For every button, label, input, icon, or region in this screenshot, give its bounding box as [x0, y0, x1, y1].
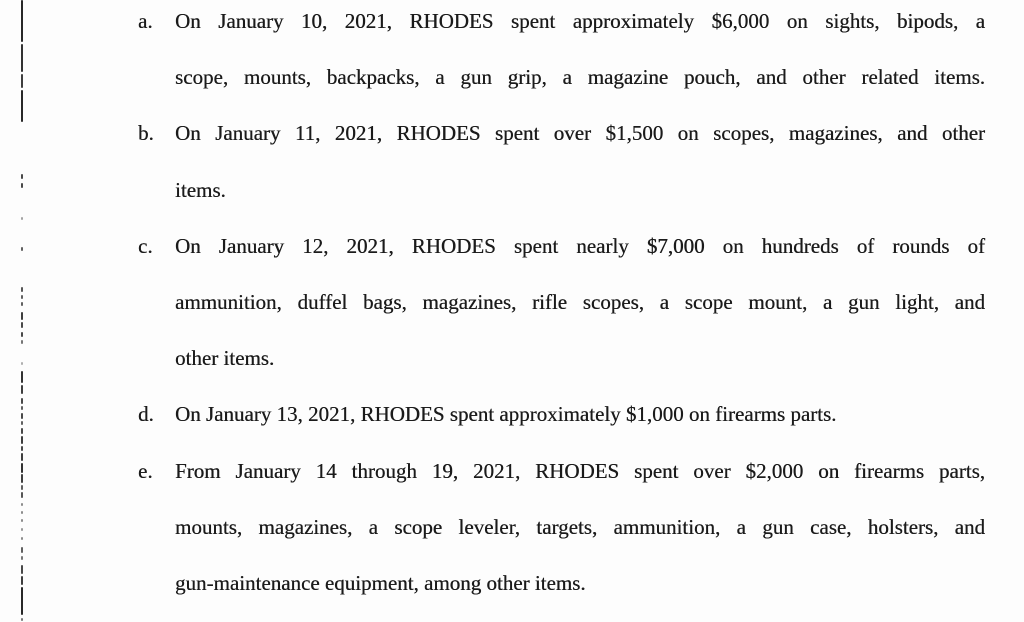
scan-line-segment: [21, 511, 23, 514]
scan-line-segment: [21, 322, 23, 328]
scan-line-segment: [21, 398, 23, 404]
scan-line-segment: [21, 44, 23, 72]
text-line: gun-maintenance equipment, among other items.: [175, 571, 586, 596]
scan-line-segment: [21, 492, 23, 498]
text-line: scope, mounts, backpacks, a gun grip, a magazine pouch, and other related items.: [175, 65, 985, 90]
scan-line-segment: [21, 436, 23, 444]
scan-line-segment: [21, 587, 23, 615]
scan-line-segment: [21, 340, 23, 344]
list-item-text: [175, 218, 985, 387]
list-item: [138, 386, 985, 442]
scan-line-segment: [21, 428, 23, 434]
text-line: On January 11, 2021, RHODES spent over $1,500 on scopes, magazines, and other: [175, 121, 985, 146]
scan-line-segment: [21, 247, 23, 251]
scan-line-segment: [21, 503, 23, 506]
scan-line-segment: [21, 74, 23, 88]
scan-line-segment: [21, 519, 23, 522]
scan-line-segment: [21, 618, 23, 621]
text-line: mounts, magazines, a scope leveler, targets, ammunition, a gun case, holsters, and: [175, 514, 985, 539]
text-line: From January 14 through 19, 2021, RHODES spent over $2,000 on firearms parts,: [175, 458, 985, 483]
scan-line-segment: [21, 413, 23, 419]
scan-line-segment: [21, 556, 23, 560]
scan-line-segment: [21, 332, 23, 337]
list-item-text: [175, 0, 985, 105]
scan-line-segment: [21, 474, 23, 483]
scan-line-segment: [21, 362, 23, 365]
list-item-label: b.: [138, 121, 154, 146]
scan-line-segment: [21, 287, 23, 292]
scan-line-segment: [21, 406, 23, 410]
scan-line-segment: [21, 183, 23, 188]
scan-line-segment: [21, 302, 23, 306]
list-item: [138, 443, 985, 612]
scan-line-segment: [21, 0, 23, 42]
text-line: items.: [175, 177, 226, 202]
scan-line-segment: [21, 174, 23, 179]
scan-line-segment: [21, 385, 23, 394]
list-item-text: [175, 386, 985, 442]
scan-line-segment: [21, 537, 23, 540]
text-line: On January 10, 2021, RHODES spent approximately $6,000 on sights, bipods, a: [175, 9, 985, 33]
scan-line-segment: [21, 312, 23, 320]
scan-line-segment: [21, 547, 23, 553]
list-item-label: a.: [138, 9, 153, 33]
scan-line-segment: [21, 421, 23, 425]
scan-line-segment: [21, 565, 23, 574]
text-line: ammunition, duffel bags, magazines, rifle scopes, a scope mount, a gun light, and: [175, 290, 985, 315]
scan-line-segment: [21, 371, 23, 383]
scan-line-segment: [21, 453, 23, 461]
scan-line-segment: [21, 90, 23, 122]
list-item-label: c.: [138, 233, 153, 258]
scan-line-segment: [21, 528, 23, 531]
scan-line-segment: [21, 485, 23, 490]
purchase-list: [138, 0, 985, 611]
text-line: On January 13, 2021, RHODES spent approximately $1,000 on firearms parts.: [175, 402, 837, 427]
scan-line-segment: [21, 217, 23, 220]
list-item: [138, 0, 985, 105]
text-line: On January 12, 2021, RHODES spent nearly $7,000 on hundreds of rounds of: [175, 233, 985, 258]
list-item-label: e.: [138, 458, 153, 483]
list-item: [138, 105, 985, 217]
scan-line-segment: [21, 446, 23, 451]
text-line: other items.: [175, 346, 275, 371]
list-item-label: d.: [138, 402, 154, 427]
list-item-text: [175, 105, 985, 217]
scan-line-segment: [21, 295, 23, 299]
list-item: [138, 218, 985, 387]
scan-line-segment: [21, 576, 23, 585]
scan-line-segment: [21, 463, 23, 473]
list-item-text: [175, 443, 985, 612]
